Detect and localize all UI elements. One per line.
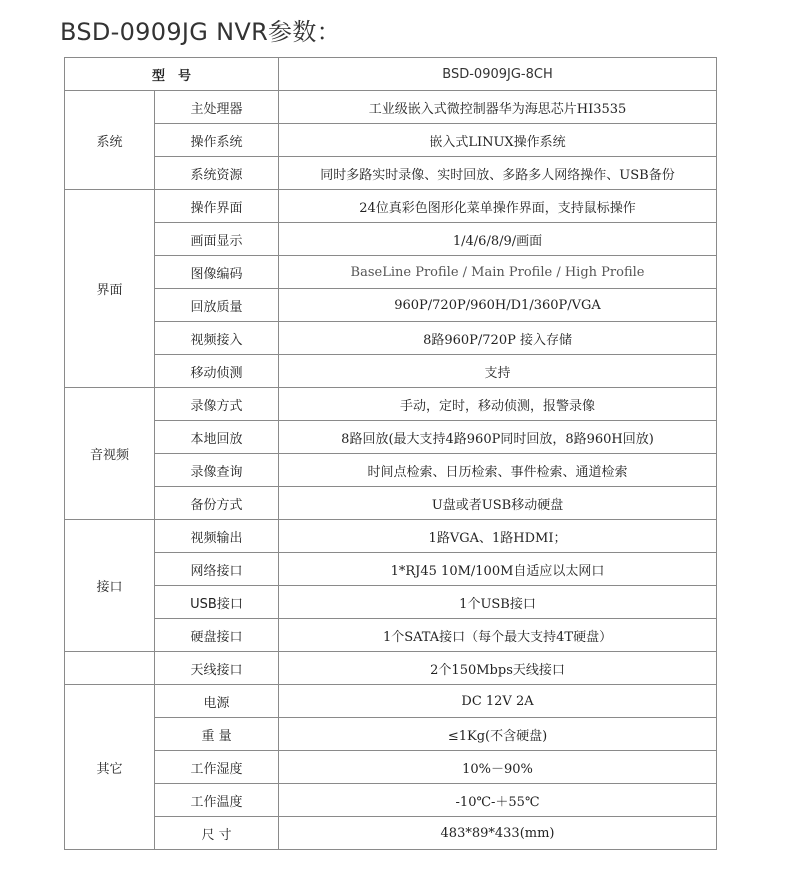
param-value: 嵌入式LINUX操作系统 [279,124,717,157]
spec-row [65,223,717,256]
spec-row [65,322,717,355]
spec-row [65,256,717,289]
spec-row [65,454,717,487]
param-name: 电源 [155,685,279,718]
spec-row [65,388,717,421]
param-name: 主处理器 [155,91,279,124]
spec-row [65,784,717,817]
param-value: 1*RJ45 10M/100M自适应以太网口 [279,553,717,586]
param-value: 8路回放(最大支持4路960P同时回放，8路960H回放) [279,421,717,454]
spec-row [65,190,717,223]
spec-row [65,685,717,718]
param-name: 工作温度 [155,784,279,817]
param-name: 视频输出 [155,520,279,553]
param-name: 回放质量 [155,289,279,322]
param-name: 操作系统 [155,124,279,157]
param-name: 本地回放 [155,421,279,454]
param-name: 硬盘接口 [155,619,279,652]
param-name: USB接口 [155,586,279,619]
param-name: 操作界面 [155,190,279,223]
param-value: 同时多路实时录像、实时回放、多路多人网络操作、USB备份 [279,157,717,190]
spec-row [65,91,717,124]
model-value: BSD-0909JG-8CH [279,58,717,91]
param-name: 备份方式 [155,487,279,520]
spec-row [65,355,717,388]
param-name: 图像编码 [155,256,279,289]
spec-row [65,586,717,619]
param-value: 支持 [279,355,717,388]
spec-row [65,751,717,784]
param-value: -10℃-＋55℃ [279,784,717,817]
spec-row [65,520,717,553]
category-cell: 其它 [65,685,155,850]
param-name: 视频接入 [155,322,279,355]
param-value: 1路VGA、1路HDMI； [279,520,717,553]
param-name: 网络接口 [155,553,279,586]
category-cell [65,652,155,685]
param-value: BaseLine Profile / Main Profile / High Profile [279,256,717,289]
param-value: 2个150Mbps天线接口 [279,652,717,685]
param-value: DC 12V 2A [279,685,717,718]
param-value: ≤1Kg(不含硬盘) [279,718,717,751]
param-name: 天线接口 [155,652,279,685]
header-row [65,58,717,91]
spec-row [65,421,717,454]
param-name: 画面显示 [155,223,279,256]
page-title: BSD-0909JG NVR参数： [60,18,341,46]
spec-row [65,487,717,520]
param-name: 工作湿度 [155,751,279,784]
param-name: 重 量 [155,718,279,751]
param-name: 尺 寸 [155,817,279,850]
category-cell: 界面 [65,190,155,388]
spec-row [65,553,717,586]
category-cell: 音视频 [65,388,155,520]
model-label: 型 号 [65,58,279,91]
param-value: 960P/720P/960H/D1/360P/VGA [279,289,717,322]
param-value: 10%－90% [279,751,717,784]
param-name: 系统资源 [155,157,279,190]
param-value: 483*89*433(mm) [279,817,717,850]
spec-row [65,124,717,157]
param-value: U盘或者USB移动硬盘 [279,487,717,520]
spec-row [65,157,717,190]
param-value: 8路960P/720P 接入存储 [279,322,717,355]
param-value: 手动，定时，移动侦测，报警录像 [279,388,717,421]
spec-row [65,289,717,322]
param-value: 1/4/6/8/9/画面 [279,223,717,256]
param-name: 录像方式 [155,388,279,421]
spec-row [65,718,717,751]
param-value: 24位真彩色图形化菜单操作界面，支持鼠标操作 [279,190,717,223]
spec-table [64,57,717,850]
spec-row [65,817,717,850]
param-value: 时间点检索、日历检索、事件检索、通道检索 [279,454,717,487]
param-name: 移动侦测 [155,355,279,388]
category-cell: 接口 [65,520,155,652]
param-name: 录像查询 [155,454,279,487]
category-cell: 系统 [65,91,155,190]
param-value: 1个USB接口 [279,586,717,619]
spec-row [65,619,717,652]
param-value: 工业级嵌入式微控制器华为海思芯片HI3535 [279,91,717,124]
param-value: 1个SATA接口（每个最大支持4T硬盘） [279,619,717,652]
spec-row [65,652,717,685]
